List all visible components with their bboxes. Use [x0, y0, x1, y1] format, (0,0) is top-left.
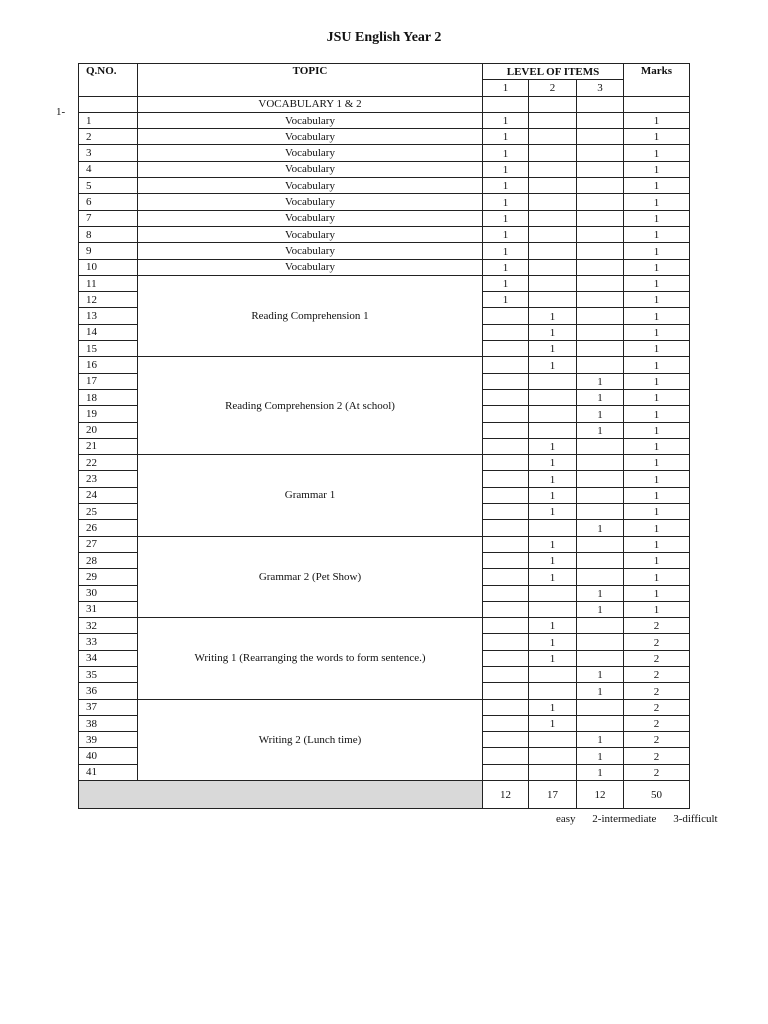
level-1-cell: 1 [483, 243, 529, 259]
marks-cell: 1 [624, 275, 690, 291]
level-1-cell: 1 [483, 275, 529, 291]
level-1-cell: 1 [483, 259, 529, 275]
marks-cell: 1 [624, 292, 690, 308]
level-1-cell [483, 601, 529, 617]
table-row [79, 145, 690, 161]
marks-cell: 1 [624, 259, 690, 275]
level-3-cell: 1 [577, 585, 624, 601]
level-2-cell: 1 [529, 504, 577, 520]
question-number-cell: 27 [79, 536, 138, 552]
level-2-cell: 1 [529, 634, 577, 650]
level-3-cell [577, 438, 624, 454]
marks-cell: 1 [624, 194, 690, 210]
level-3-cell [577, 487, 624, 503]
question-number-cell: 25 [79, 504, 138, 520]
level-3-cell [577, 226, 624, 242]
level-1-cell [483, 569, 529, 585]
level-1-cell [483, 455, 529, 471]
question-number-cell: 40 [79, 748, 138, 764]
topic-cell: Writing 2 (Lunch time) [138, 699, 483, 780]
section-marks-cell [624, 96, 690, 112]
level-legend [556, 813, 730, 825]
level-1-cell [483, 504, 529, 520]
question-number-cell: 24 [79, 487, 138, 503]
marks-cell: 2 [624, 699, 690, 715]
level-3-cell [577, 210, 624, 226]
level-1-cell [483, 389, 529, 405]
section-level-3-cell [577, 96, 624, 112]
question-number-cell: 32 [79, 618, 138, 634]
level-2-cell: 1 [529, 699, 577, 715]
level-1-cell [483, 650, 529, 666]
level-3-cell: 1 [577, 732, 624, 748]
question-number-cell: 21 [79, 438, 138, 454]
marks-cell: 1 [624, 569, 690, 585]
level-3-cell [577, 259, 624, 275]
marks-cell: 1 [624, 161, 690, 177]
question-number-cell: 5 [79, 178, 138, 194]
marks-cell: 1 [624, 129, 690, 145]
header-level-1: 1 [483, 80, 529, 96]
header-level-2: 2 [529, 80, 577, 96]
level-2-cell [529, 275, 577, 291]
question-number-cell: 35 [79, 666, 138, 682]
level-1-cell [483, 666, 529, 682]
level-2-cell: 1 [529, 536, 577, 552]
table-row [79, 194, 690, 210]
level-2-cell [529, 373, 577, 389]
marks-cell: 1 [624, 243, 690, 259]
level-3-cell [577, 308, 624, 324]
topic-cell: Writing 1 (Rearranging the words to form sentence.) [138, 618, 483, 699]
marks-cell: 2 [624, 618, 690, 634]
level-3-cell [577, 275, 624, 291]
question-number-cell: 31 [79, 601, 138, 617]
marks-cell: 1 [624, 520, 690, 536]
level-2-cell: 1 [529, 618, 577, 634]
level-1-cell: 1 [483, 112, 529, 128]
section-qno-cell [79, 96, 138, 112]
question-number-cell: 4 [79, 161, 138, 177]
level-3-cell: 1 [577, 373, 624, 389]
question-number-cell: 22 [79, 455, 138, 471]
question-number-cell: 11 [79, 275, 138, 291]
marks-cell: 2 [624, 764, 690, 780]
level-1-cell [483, 732, 529, 748]
level-3-cell [577, 650, 624, 666]
level-3-cell [577, 292, 624, 308]
level-2-cell: 1 [529, 487, 577, 503]
level-2-cell [529, 145, 577, 161]
header-level-of-items: LEVEL OF ITEMS [483, 64, 624, 80]
level-2-cell: 1 [529, 471, 577, 487]
level-3-cell [577, 357, 624, 373]
table-row [79, 112, 690, 128]
marks-cell: 1 [624, 226, 690, 242]
level-3-cell [577, 194, 624, 210]
level-1-cell [483, 699, 529, 715]
legend-intermediate: 2-intermediate [592, 813, 657, 825]
level-2-cell: 1 [529, 438, 577, 454]
total-level-2: 17 [529, 781, 577, 809]
level-2-cell [529, 210, 577, 226]
level-3-cell [577, 129, 624, 145]
legend-easy: easy [556, 813, 576, 825]
total-level-3: 12 [577, 781, 624, 809]
level-3-cell [577, 471, 624, 487]
table-row [79, 455, 690, 471]
level-3-cell [577, 161, 624, 177]
topic-cell: Grammar 1 [138, 455, 483, 536]
level-3-cell: 1 [577, 406, 624, 422]
marks-cell: 1 [624, 357, 690, 373]
question-number-cell: 8 [79, 226, 138, 242]
marks-cell: 1 [624, 552, 690, 568]
level-2-cell [529, 259, 577, 275]
section-level-1-cell [483, 96, 529, 112]
level-2-cell: 1 [529, 455, 577, 471]
question-number-cell: 37 [79, 699, 138, 715]
question-number-cell: 12 [79, 292, 138, 308]
level-3-cell [577, 552, 624, 568]
header-qno: Q.NO. [79, 64, 138, 97]
table-row [79, 243, 690, 259]
level-3-cell [577, 145, 624, 161]
level-1-cell [483, 438, 529, 454]
level-3-cell: 1 [577, 389, 624, 405]
table-row [79, 178, 690, 194]
level-1-cell [483, 585, 529, 601]
marks-cell: 1 [624, 324, 690, 340]
question-number-cell: 26 [79, 520, 138, 536]
level-1-cell: 1 [483, 226, 529, 242]
topic-cell: Reading Comprehension 2 (At school) [138, 357, 483, 455]
level-2-cell [529, 520, 577, 536]
topic-cell: Vocabulary [138, 112, 483, 128]
level-2-cell [529, 243, 577, 259]
question-number-cell: 34 [79, 650, 138, 666]
level-1-cell [483, 341, 529, 357]
level-3-cell [577, 504, 624, 520]
question-number-cell: 2 [79, 129, 138, 145]
topic-cell: Vocabulary [138, 243, 483, 259]
header-marks: Marks [624, 64, 690, 97]
level-3-cell: 1 [577, 422, 624, 438]
table-row [79, 275, 690, 291]
level-1-cell [483, 683, 529, 699]
level-1-cell [483, 324, 529, 340]
level-3-cell: 1 [577, 666, 624, 682]
marks-cell: 1 [624, 406, 690, 422]
level-3-cell: 1 [577, 601, 624, 617]
level-1-cell [483, 487, 529, 503]
table-row [79, 129, 690, 145]
level-2-cell [529, 748, 577, 764]
level-1-cell [483, 520, 529, 536]
level-3-cell: 1 [577, 764, 624, 780]
table-row [79, 618, 690, 634]
section-level-2-cell [529, 96, 577, 112]
marks-cell: 1 [624, 178, 690, 194]
totals-label-cell [79, 781, 483, 809]
table-row [79, 210, 690, 226]
marks-cell: 1 [624, 389, 690, 405]
table-row [79, 699, 690, 715]
marks-cell: 1 [624, 373, 690, 389]
question-number-cell: 3 [79, 145, 138, 161]
question-number-cell: 28 [79, 552, 138, 568]
table-row [79, 226, 690, 242]
table-row [79, 259, 690, 275]
section-row-vocabulary [79, 96, 690, 112]
document-title: JSU English Year 2 [326, 30, 442, 45]
level-3-cell [577, 243, 624, 259]
level-2-cell [529, 389, 577, 405]
question-number-cell: 7 [79, 210, 138, 226]
question-number-cell: 17 [79, 373, 138, 389]
question-number-cell: 30 [79, 585, 138, 601]
level-2-cell [529, 585, 577, 601]
level-3-cell [577, 618, 624, 634]
question-number-cell: 18 [79, 389, 138, 405]
question-number-cell: 39 [79, 732, 138, 748]
topic-cell: Vocabulary [138, 178, 483, 194]
question-number-cell: 6 [79, 194, 138, 210]
marks-cell: 2 [624, 732, 690, 748]
question-number-cell: 23 [79, 471, 138, 487]
marks-cell: 2 [624, 683, 690, 699]
level-1-cell [483, 715, 529, 731]
level-2-cell: 1 [529, 552, 577, 568]
table-row [79, 536, 690, 552]
level-2-cell [529, 732, 577, 748]
level-1-cell: 1 [483, 292, 529, 308]
marks-cell: 1 [624, 585, 690, 601]
level-1-cell [483, 471, 529, 487]
level-2-cell: 1 [529, 357, 577, 373]
level-2-cell [529, 112, 577, 128]
header-topic: TOPIC [138, 64, 483, 97]
level-3-cell [577, 112, 624, 128]
level-3-cell [577, 324, 624, 340]
total-marks: 50 [624, 781, 690, 809]
question-number-cell: 38 [79, 715, 138, 731]
question-number-cell: 16 [79, 357, 138, 373]
level-3-cell [577, 715, 624, 731]
question-number-cell: 13 [79, 308, 138, 324]
marks-cell: 1 [624, 210, 690, 226]
level-2-cell: 1 [529, 341, 577, 357]
level-2-cell [529, 194, 577, 210]
question-number-cell: 10 [79, 259, 138, 275]
level-2-cell [529, 683, 577, 699]
level-2-cell [529, 129, 577, 145]
topic-cell: Vocabulary [138, 226, 483, 242]
marks-cell: 1 [624, 341, 690, 357]
marks-cell: 1 [624, 422, 690, 438]
topic-cell: Reading Comprehension 1 [138, 275, 483, 356]
level-2-cell [529, 178, 577, 194]
level-1-cell [483, 422, 529, 438]
question-number-cell: 36 [79, 683, 138, 699]
level-1-cell [483, 618, 529, 634]
level-2-cell [529, 226, 577, 242]
topic-cell: Vocabulary [138, 194, 483, 210]
marks-cell: 2 [624, 715, 690, 731]
level-3-cell: 1 [577, 748, 624, 764]
question-number-cell: 29 [79, 569, 138, 585]
topic-cell: Vocabulary [138, 210, 483, 226]
level-1-cell [483, 406, 529, 422]
jsu-table [78, 63, 690, 809]
level-2-cell [529, 666, 577, 682]
level-1-cell [483, 748, 529, 764]
level-2-cell [529, 292, 577, 308]
marks-cell: 2 [624, 634, 690, 650]
level-3-cell: 1 [577, 520, 624, 536]
level-2-cell: 1 [529, 569, 577, 585]
question-number-cell: 1 [79, 112, 138, 128]
totals-row [79, 781, 690, 809]
level-1-cell: 1 [483, 129, 529, 145]
level-3-cell [577, 569, 624, 585]
section-header-vocabulary: VOCABULARY 1 & 2 [138, 96, 483, 112]
level-2-cell: 1 [529, 650, 577, 666]
header-row-1 [79, 64, 690, 80]
question-number-cell: 19 [79, 406, 138, 422]
level-2-cell [529, 764, 577, 780]
level-1-cell [483, 634, 529, 650]
level-1-cell [483, 552, 529, 568]
level-2-cell [529, 422, 577, 438]
level-1-cell [483, 764, 529, 780]
header-level-3: 3 [577, 80, 624, 96]
topic-cell: Vocabulary [138, 129, 483, 145]
table-row [79, 161, 690, 177]
marks-cell: 1 [624, 308, 690, 324]
level-3-cell [577, 178, 624, 194]
marks-cell: 1 [624, 601, 690, 617]
table-row [79, 357, 690, 373]
topic-cell: Vocabulary [138, 259, 483, 275]
marks-cell: 2 [624, 650, 690, 666]
level-2-cell [529, 601, 577, 617]
marks-cell: 2 [624, 748, 690, 764]
level-3-cell [577, 634, 624, 650]
level-1-cell: 1 [483, 161, 529, 177]
level-3-cell [577, 699, 624, 715]
level-3-cell [577, 455, 624, 471]
level-3-cell: 1 [577, 683, 624, 699]
level-2-cell: 1 [529, 308, 577, 324]
side-mark: 1- [56, 106, 66, 118]
level-1-cell: 1 [483, 210, 529, 226]
marks-cell: 2 [624, 666, 690, 682]
level-2-cell [529, 406, 577, 422]
level-1-cell: 1 [483, 194, 529, 210]
marks-cell: 1 [624, 536, 690, 552]
level-1-cell [483, 357, 529, 373]
level-1-cell [483, 308, 529, 324]
question-number-cell: 15 [79, 341, 138, 357]
marks-cell: 1 [624, 471, 690, 487]
marks-cell: 1 [624, 487, 690, 503]
level-2-cell [529, 161, 577, 177]
topic-cell: Vocabulary [138, 145, 483, 161]
marks-cell: 1 [624, 145, 690, 161]
marks-cell: 1 [624, 112, 690, 128]
marks-cell: 1 [624, 438, 690, 454]
legend-difficult: 3-difficult [673, 813, 718, 825]
level-1-cell [483, 373, 529, 389]
topic-cell: Vocabulary [138, 161, 483, 177]
question-number-cell: 14 [79, 324, 138, 340]
topic-cell: Grammar 2 (Pet Show) [138, 536, 483, 617]
total-level-1: 12 [483, 781, 529, 809]
marks-cell: 1 [624, 504, 690, 520]
level-1-cell: 1 [483, 178, 529, 194]
level-1-cell [483, 536, 529, 552]
jsu-table-body [79, 64, 690, 809]
question-number-cell: 9 [79, 243, 138, 259]
marks-cell: 1 [624, 455, 690, 471]
level-2-cell: 1 [529, 324, 577, 340]
question-number-cell: 20 [79, 422, 138, 438]
level-1-cell: 1 [483, 145, 529, 161]
level-3-cell [577, 536, 624, 552]
level-3-cell [577, 341, 624, 357]
level-2-cell: 1 [529, 715, 577, 731]
question-number-cell: 41 [79, 764, 138, 780]
question-number-cell: 33 [79, 634, 138, 650]
